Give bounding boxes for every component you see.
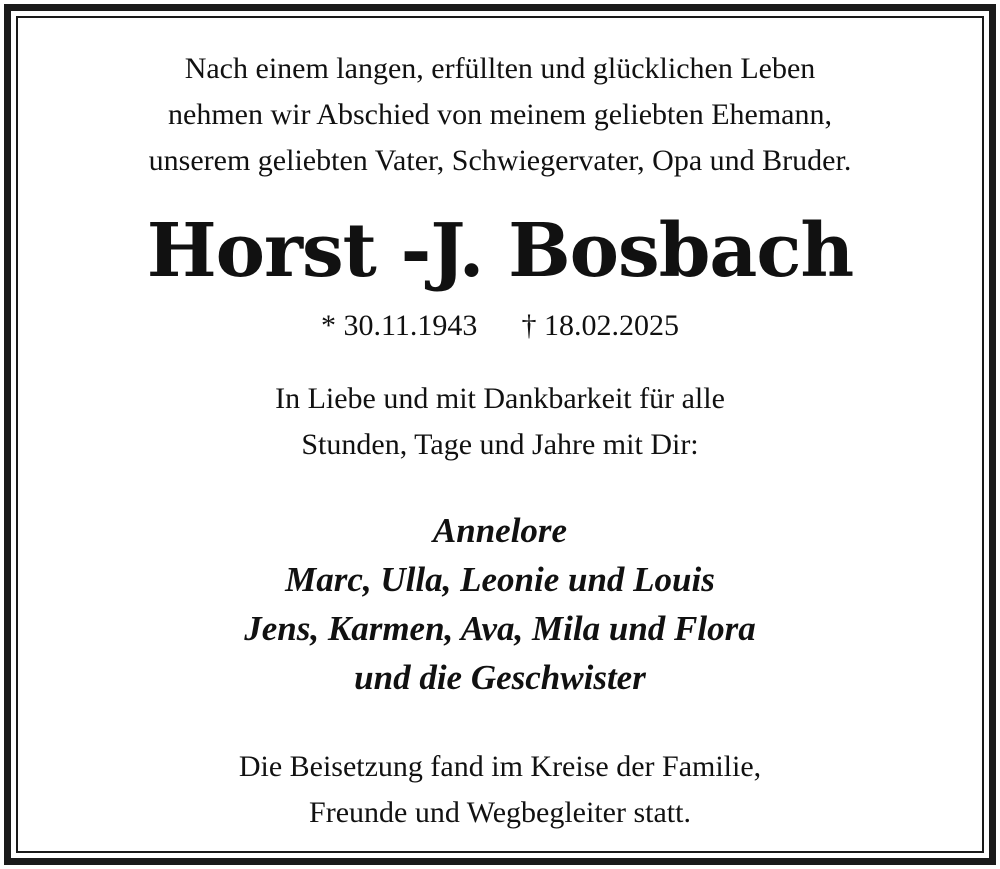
obituary-notice — [18, 18, 982, 851]
mourners-list — [18, 506, 982, 702]
birth-date: * 30.11.1943 — [321, 309, 478, 342]
intro-line: unserem geliebten Vater, Schwiegervater, Opa und Bruder. — [148, 144, 852, 177]
mourner-line: Annelore — [432, 511, 568, 550]
closing-text — [18, 744, 982, 836]
dedication-line: In Liebe und mit Dankbarkeit für alle — [275, 382, 725, 415]
deceased-name: Horst -J. Bosbach — [146, 208, 854, 294]
closing-line: Freunde und Wegbegleiter statt. — [309, 796, 691, 829]
dedication-line: Stunden, Tage und Jahre mit Dir: — [301, 428, 699, 461]
life-dates — [18, 306, 982, 346]
mourner-line: Jens, Karmen, Ava, Mila und Flora — [244, 609, 756, 648]
dedication-text — [18, 376, 982, 468]
intro-line: nehmen wir Abschied von meinem geliebten Ehemann, — [168, 98, 832, 131]
intro-text — [18, 46, 982, 184]
mourner-line: Marc, Ulla, Leonie und Louis — [285, 560, 715, 599]
death-date: † 18.02.2025 — [521, 309, 679, 342]
intro-line: Nach einem langen, erfüllten und glücklichen Leben — [184, 52, 816, 85]
mourner-line: und die Geschwister — [354, 658, 646, 697]
closing-line: Die Beisetzung fand im Kreise der Familie, — [238, 750, 762, 783]
